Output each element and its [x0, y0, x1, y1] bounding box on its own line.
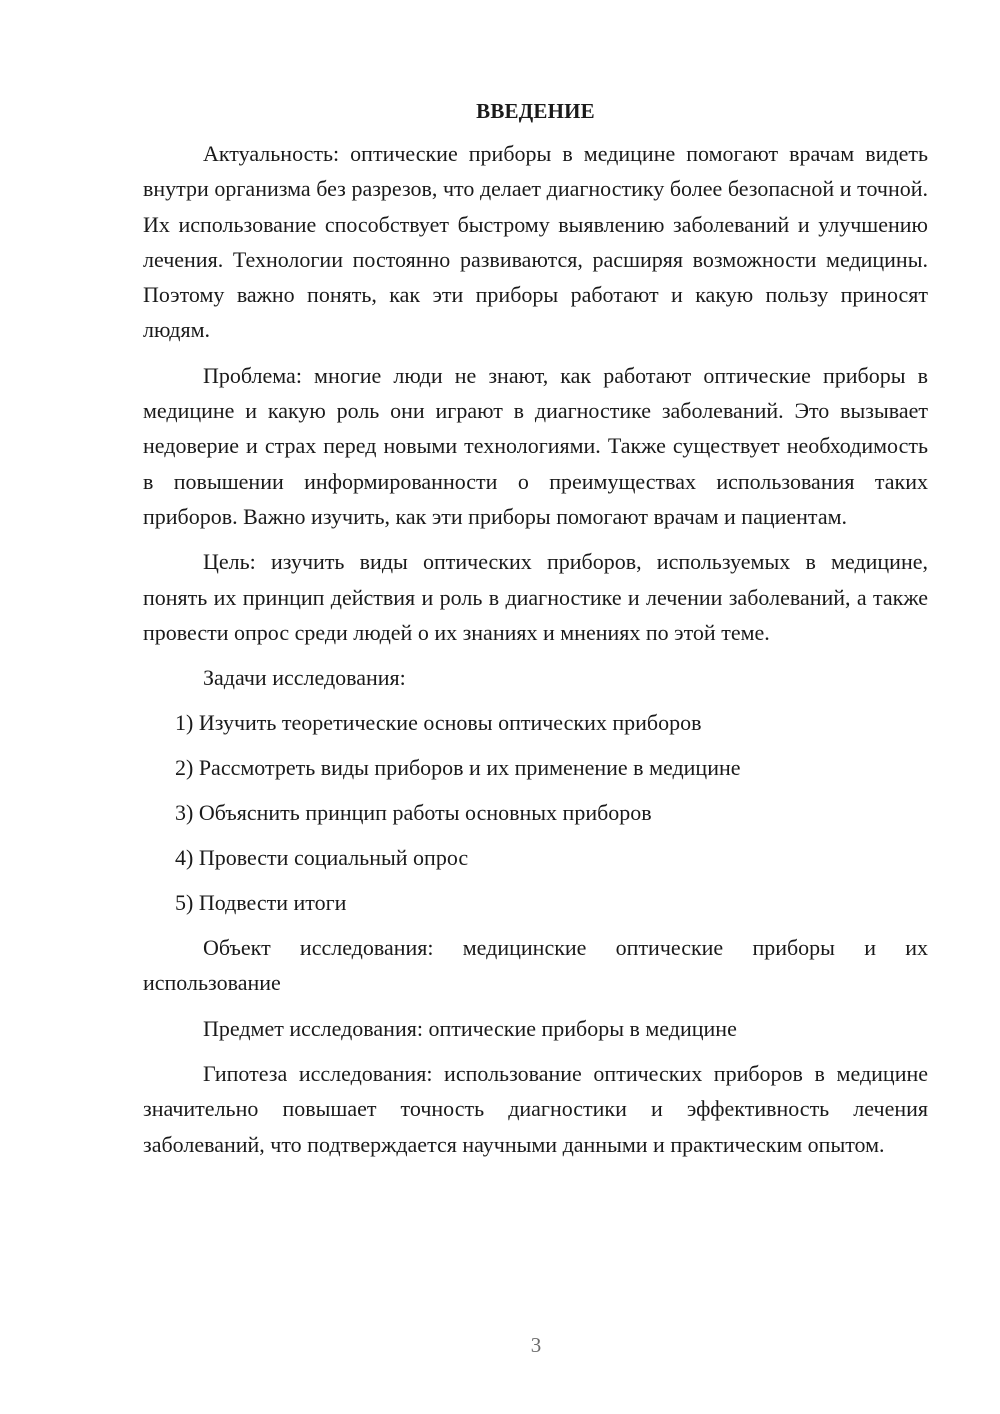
page-number: 3 — [530, 1333, 542, 1357]
subject-paragraph: Предмет исследования: оптические приборы в медицине — [203, 1015, 737, 1041]
task-item: 1) Изучить теоретические основы оптических приборов — [175, 710, 702, 736]
page-content — [143, 94, 928, 1172]
task-item: 5) Подвести итоги — [175, 890, 347, 916]
task-item: 2) Рассмотреть виды приборов и их применение в медицине — [175, 755, 741, 781]
task-list — [143, 705, 928, 920]
task-item: 4) Провести социальный опрос — [175, 845, 469, 871]
tasks-title: Задачи исследования: — [203, 665, 406, 691]
goal-paragraph: Цель: изучить виды оптических приборов, используемых в медицине, понять их принцип действия и роль в диагностике и лечении заболеваний, а также провести опрос среди людей о их знаниях и мнениях по этой теме. — [143, 549, 928, 645]
object-paragraph: Объект исследования: медицинские оптические приборы и их использование — [143, 935, 928, 996]
section-heading: ВВЕДЕНИЕ — [476, 99, 595, 123]
task-item: 3) Объяснить принцип работы основных приборов — [175, 800, 652, 826]
problem-paragraph: Проблема: многие люди не знают, как работают оптические приборы в медицине и какую роль они играют в диагностике заболеваний. Это вызывает недоверие и страх перед новыми технологиями. Также существует необходимость в повышении информированности о преимуществах использования таких приборов. Важно изучить, как эти приборы помогают врачам и пациентам. — [143, 362, 928, 529]
hypothesis-paragraph: Гипотеза исследования: использование оптических приборов в медицине значительно повышает точность диагностики и эффективность лечения заболеваний, что подтверждается научными данными и практическим опытом. — [143, 1061, 928, 1157]
relevance-paragraph: Актуальность: оптические приборы в медицине помогают врачам видеть внутри организма без разрезов, что делает диагностику более безопасной и точной. Их использование способствует быстрому выявлению заболеваний и улучшению лечения. Технологии постоянно развиваются, расширяя возможности медицины. Поэтому важно понять, как эти приборы работают и какую пользу приносят людям. — [143, 141, 928, 343]
